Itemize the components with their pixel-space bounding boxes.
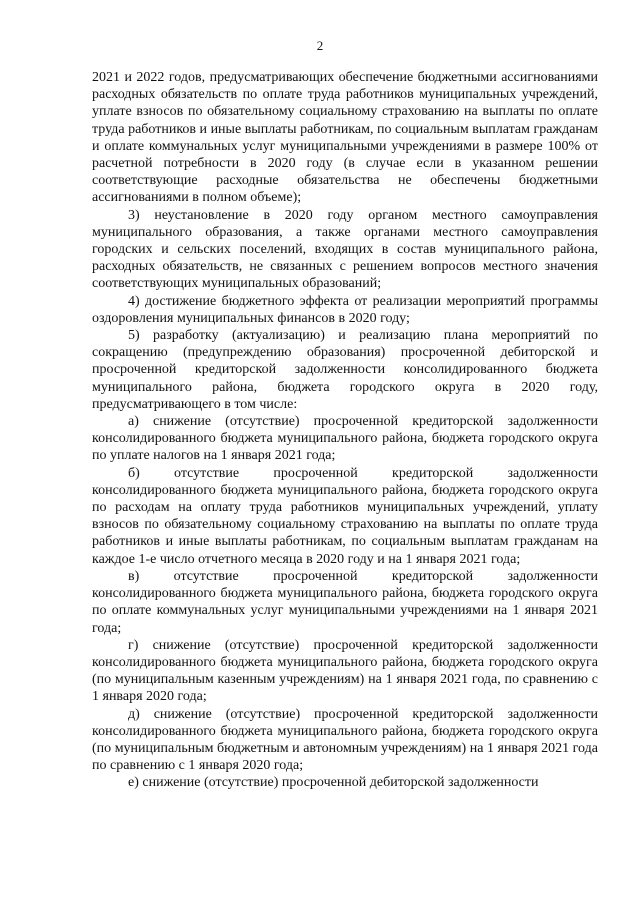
paragraph: д) снижение (отсутствие) просроченной кредиторской задолженности консолидированного бюджета муниципального района, бюджета городского округа (по муниципальным бюджетным и автономным учреждениям) на 1 января 2021 года по сравнению с 1 января 2020 года;	[92, 706, 598, 774]
page-number: 2	[316, 38, 324, 53]
paragraph: а) снижение (отсутствие) просроченной кредиторской задолженности консолидированного бюджета муниципального района, бюджета городского округа по уплате налогов на 1 января 2021 года;	[92, 414, 598, 464]
paragraph: б) отсутствие просроченной кредиторской задолженности консолидированного бюджета муниципального района, бюджета городского округа по расходам на оплату труда работников муниципальных учреждений, уплату взносов по обязательному социальному страхованию на выплаты по оплате труда работников и иные выплаты работникам, по социальным выплатам гражданам на каждое 1-е число отчетного месяца в 2020 году и на 1 января 2021 года;	[92, 465, 598, 567]
paragraph: е) снижение (отсутствие) просроченной дебиторской задолженности	[128, 775, 539, 791]
paragraph: в) отсутствие просроченной кредиторской задолженности консолидированного бюджета муниципального района, бюджета городского округа по оплате коммунальных услуг муниципальными учреждениями на 1 января 2021 года;	[92, 568, 598, 636]
paragraph: 4) достижение бюджетного эффекта от реализации мероприятий программы оздоровления муниципальных финансов в 2020 году;	[92, 293, 598, 326]
document-body	[92, 69, 598, 792]
paragraph: г) снижение (отсутствие) просроченной кредиторской задолженности консолидированного бюджета муниципального района, бюджета городского округа (по муниципальным казенным учреждениям) на 1 января 2021 года, по сравнению с 1 января 2020 года;	[92, 637, 598, 705]
paragraph: 3) неустановление в 2020 году органом местного самоуправления муниципального образования, а также органами местного самоуправления городских и сельских поселений, входящих в состав муниципального района, расходных обязательств, не связанных с решением вопросов местного значения соответствующих муниципальных образований;	[92, 207, 598, 292]
paragraph: 2021 и 2022 годов, предусматривающих обеспечение бюджетными ассигнованиями расходных обязательств по оплате труда работников муниципальных учреждений, уплате взносов по обязательному социальному страхованию на выплаты по оплате труда работников и иные выплаты работникам, по социальным выплатам гражданам и оплате коммунальных услуг муниципальными учреждениями в размере 100% от расчетной потребности в 2020 году (в случае если в указанном решении соответствующие расходные обязательства не обеспечены бюджетными ассигнованиями в полном объеме);	[92, 70, 598, 206]
paragraph: 5) разработку (актуализацию) и реализацию плана мероприятий по сокращению (предупреждению образования) просроченной дебиторской и просроченной кредиторской задолженности консолидированного бюджета муниципального района, бюджета городского округа в 2020 году, предусматривающего в том числе:	[92, 328, 598, 412]
